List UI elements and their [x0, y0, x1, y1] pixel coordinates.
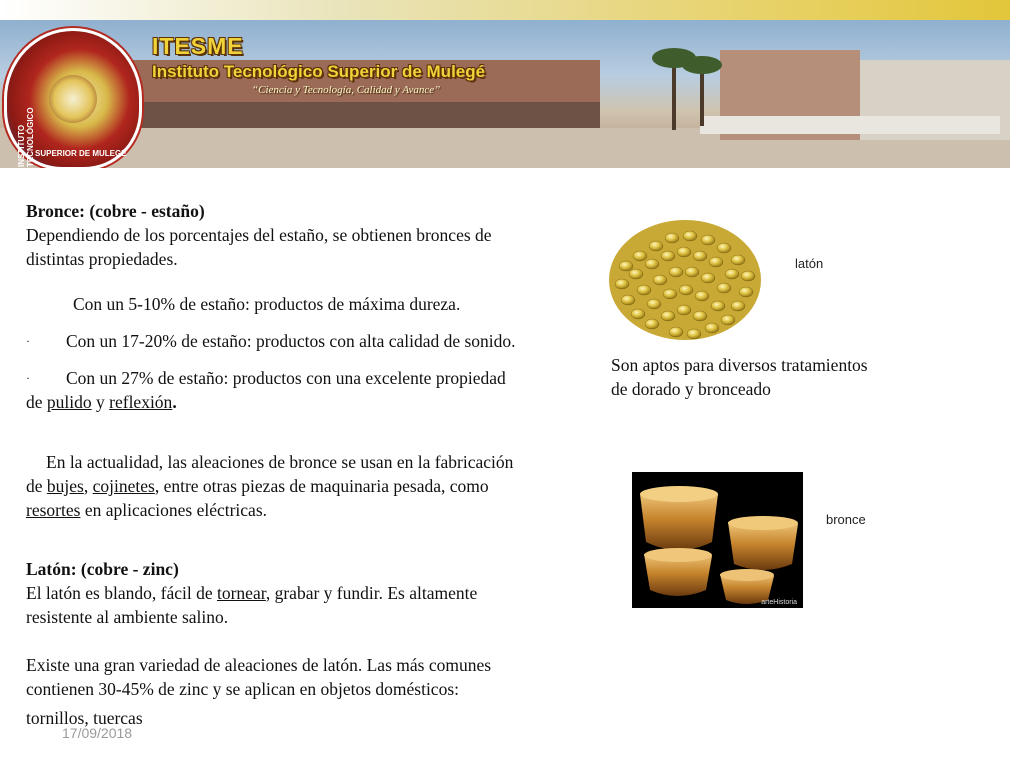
slide-date: 17/09/2018 [62, 725, 133, 741]
link-reflexion[interactable]: reflexión [109, 392, 173, 412]
link-cojinetes[interactable]: cojinetes [92, 476, 155, 496]
laton-heading: Latón: (cobre - zinc) [26, 559, 179, 579]
laton-variety-line3: tornillos, tuercas [26, 708, 143, 728]
bronce-bowls-drawing [632, 472, 803, 608]
bullet-dot: · [26, 334, 30, 348]
header-banner [0, 0, 1010, 168]
laton-caption: latón [795, 256, 824, 271]
seal-side-text: INSTITUTO TECNOLÓGICO [17, 107, 35, 167]
banner-top-stripe [0, 0, 1010, 20]
treatment-line2: de dorado y bronceado [611, 379, 771, 399]
link-bujes[interactable]: bujes [46, 476, 84, 496]
laton-variety-line2: contienen 30-45% de zinc y se aplican en objetos domésticos: [26, 679, 459, 699]
bronce-intro-line1: Dependiendo de los porcentajes del estaño, se obtienen bronces de [26, 225, 492, 245]
laton-desc-line2: resistente al ambiente salino. [26, 607, 229, 627]
bronce-item-2: · Con un 17-20% de estaño: productos con alta calidad de sonido. [26, 331, 516, 351]
bronce-bowls-image [632, 472, 803, 608]
bronce-caption: bronce [826, 512, 866, 527]
image-watermark: arteHistoria [761, 599, 797, 606]
bronce-uses-line1: En la actualidad, las aleaciones de bronce se usan en la fabricación [46, 452, 514, 472]
link-pulido[interactable]: pulido [46, 392, 92, 412]
bronce-uses-line2: de bujes, cojinetes, entre otras piezas de maquinaria pesada, como [26, 476, 489, 496]
institute-acronym: ITESME [152, 33, 244, 59]
institute-seal-logo [4, 28, 142, 168]
bronce-heading: Bronce: (cobre - estaño) [26, 201, 205, 221]
bronce-item-3-line2: de pulido y reflexión. [26, 392, 177, 412]
bronce-intro-line2: distintas propiedades. [26, 249, 178, 269]
link-tornear[interactable]: tornear [216, 583, 266, 603]
laton-pellets-image [606, 216, 764, 344]
laton-desc-line1: El latón es blando, fácil de tornear, grabar y fundir. Es altamente [26, 583, 478, 603]
bronce-item-1: Con un 5-10% de estaño: productos de máxima dureza. [73, 294, 461, 314]
treatment-line1: Son aptos para diversos tratamientos [611, 355, 868, 375]
seal-bottom-text: SUPERIOR DE MULEGÉ [35, 149, 127, 158]
bronce-uses-line3: resortes en aplicaciones eléctricas. [26, 500, 267, 520]
link-resortes[interactable]: resortes [26, 500, 81, 520]
bronce-item-3-line1: · Con un 27% de estaño: productos con una excelente propiedad [26, 368, 506, 388]
laton-variety-line1: Existe una gran variedad de aleaciones de latón. Las más comunes [26, 655, 492, 675]
institute-name: Instituto Tecnológico Superior de Mulegé [152, 62, 486, 81]
institute-motto: “Ciencia y Tecnología, Calidad y Avance” [252, 84, 441, 96]
seal-emblem [49, 75, 97, 123]
bullet-dot: · [26, 371, 30, 385]
